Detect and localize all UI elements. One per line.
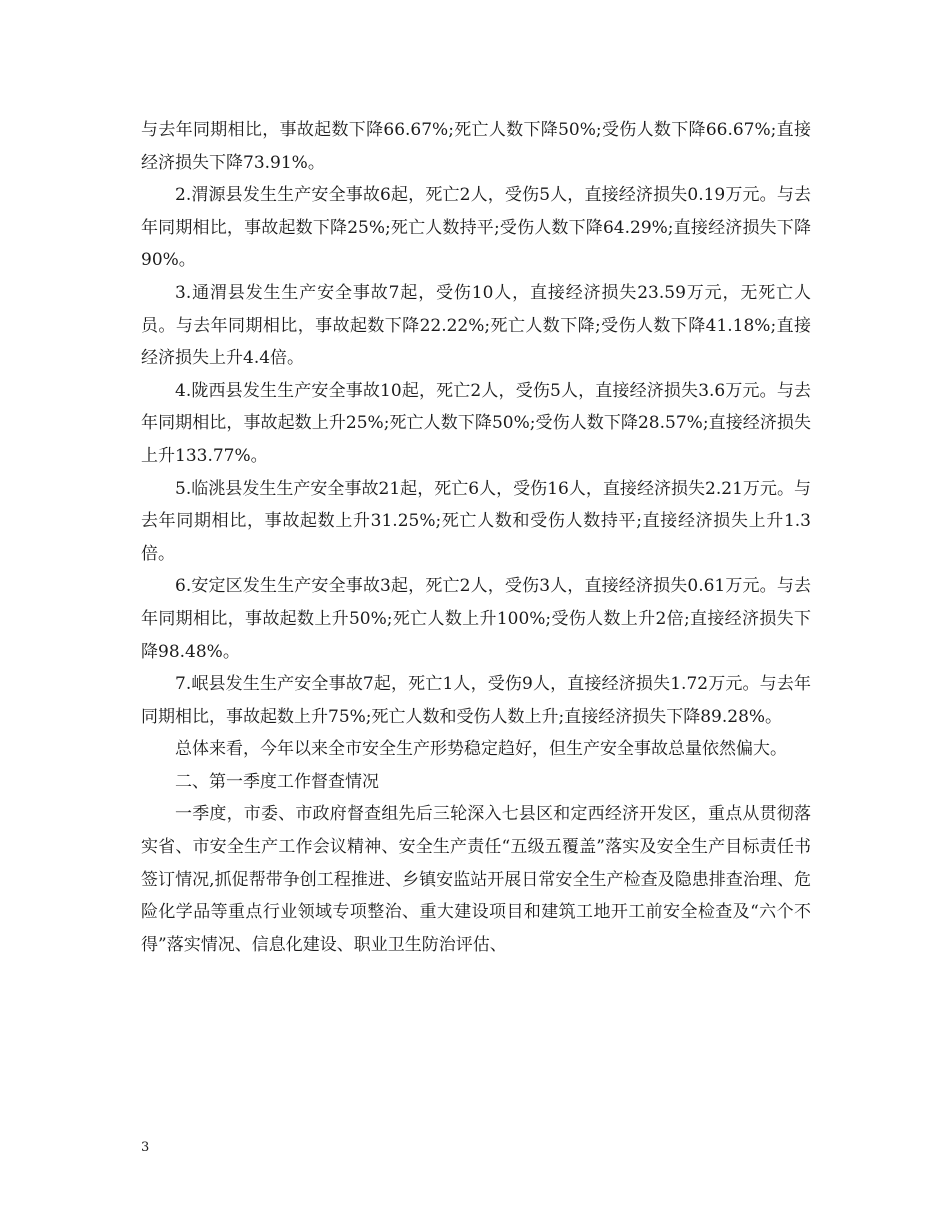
document-body <box>141 114 811 961</box>
paragraph: 3.通渭县发生生产安全事故7起，受伤10人，直接经济损失23.59万元，无死亡人员。与去年同期相比，事故起数下降22.22%;死亡人数下降;受伤人数下降41.18%;直接经济损失上升4.4倍。 <box>141 282 811 369</box>
paragraph: 7.岷县发生生产安全事故7起，死亡1人，受伤9人，直接经济损失1.72万元。与去年同期相比，事故起数上升75%;死亡人数和受伤人数上升;直接经济损失下降89.28%。 <box>141 674 811 727</box>
paragraph: 一季度，市委、市政府督查组先后三轮深入七县区和定西经济开发区，重点从贯彻落实省、市安全生产工作会议精神、安全生产责任“五级五覆盖”落实及安全生产目标责任书签订情况,抓促帮带争创工程推进、乡镇安监站开展日常安全生产检查及隐患排查治理、危险化学品等重点行业领域专项整治、重大建设项目和建筑工地开工前安全检查及“六个不得”落实情况、信息化建设、职业卫生防治评估、 <box>141 804 811 955</box>
paragraph: 2.渭源县发生生产安全事故6起，死亡2人，受伤5人，直接经济损失0.19万元。与去年同期相比，事故起数下降25%;死亡人数持平;受伤人数下降64.29%;直接经济损失下降90%。 <box>141 185 811 271</box>
page-number: 3 <box>141 1140 150 1155</box>
paragraph: 与去年同期相比，事故起数下降66.67%;死亡人数下降50%;受伤人数下降66.67%;直接经济损失下降73.91%。 <box>141 120 811 173</box>
paragraph: 4.陇西县发生生产安全事故10起，死亡2人，受伤5人，直接经济损失3.6万元。与去年同期相比，事故起数上升25%;死亡人数下降50%;受伤人数下降28.57%;直接经济损失上升133.77%。 <box>141 380 811 466</box>
paragraph: 总体来看，今年以来全市安全生产形势稳定趋好，但生产安全事故总量依然偏大。 <box>175 739 787 760</box>
paragraph: 6.安定区发生生产安全事故3起，死亡2人，受伤3人，直接经济损失0.61万元。与去年同期相比，事故起数上升50%;死亡人数上升100%;受伤人数上升2倍;直接经济损失下降98.48%。 <box>141 576 811 662</box>
section-heading: 二、第一季度工作督查情况 <box>175 771 379 792</box>
paragraph: 5.临洮县发生生产安全事故21起，死亡6人，受伤16人，直接经济损失2.21万元。与去年同期相比，事故起数上升31.25%;死亡人数和受伤人数持平;直接经济损失上升1.3倍。 <box>141 478 811 564</box>
